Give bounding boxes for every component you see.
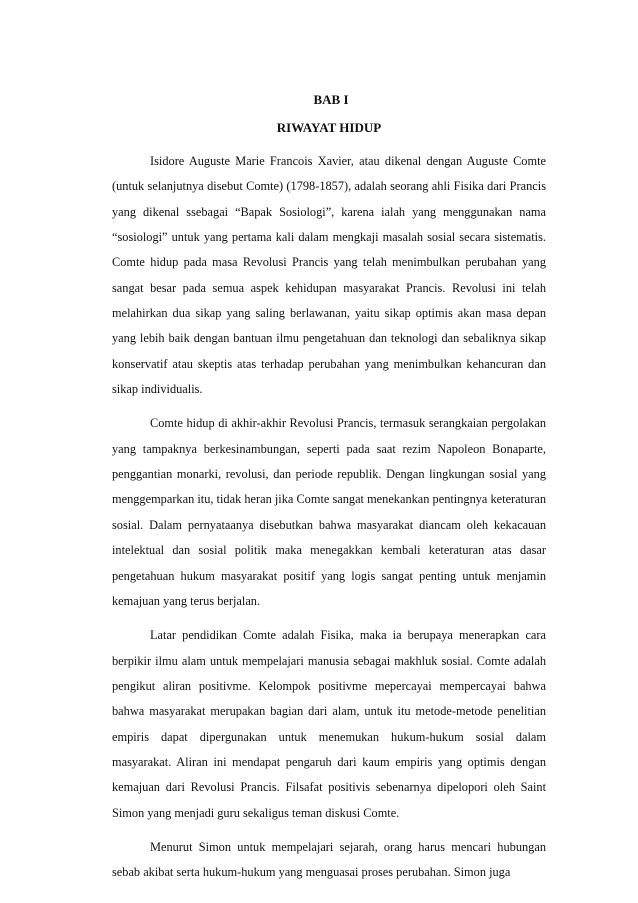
body-text: [112, 149, 546, 895]
paragraph: Isidore Auguste Marie Francois Xavier, atau dikenal dengan Auguste Comte (untuk selanjutnya disebut Comte) (1798-1857), adalah seorang ahli Fisika dari Prancis yang dikenal ssebagai “Bapak Sosiologi”, karena ialah yang menggunakan nama “sosiologi” untuk yang pertama kali dalam mengkaji masalah sosial secara sistematis. Comte hidup pada masa Revolusi Prancis yang telah menimbulkan perubahan yang sangat besar pada semua aspek kehidupan masyarakat Prancis. Revolusi ini telah melahirkan dua sikap yang saling berlawanan, yaitu sikap optimis akan masa depan yang lebih baik dengan bantuan ilmu pengetahuan dan teknologi dan sebaliknya sikap konservatif atau skeptis atas terhadap perubahan yang menimbulkan kehancuran dan sikap individualis.: [112, 154, 546, 397]
paragraph: Menurut Simon untuk mempelajari sejarah, orang harus mencari hubungan sebab akibat serta hukum-hukum yang menguasai proses perubahan. Simon juga: [112, 839, 546, 880]
chapter-title: RIWAYAT HIDUP: [276, 120, 382, 135]
chapter-heading: BAB I: [313, 92, 349, 107]
paragraph: Comte hidup di akhir-akhir Revolusi Prancis, termasuk serangkaian pergolakan yang tampaknya berkesinambungan, seperti pada saat rezim Napoleon Bonaparte, penggantian monarki, revolusi, dan periode republik. Dengan lingkungan sosial yang menggemparkan itu, tidak heran jika Comte sangat menekankan pentingnya keteraturan sosial. Dalam pernyataanya disebutkan bahwa masyarakat diancam oleh kekacauan intelektual dan sosial politik maka menegakkan kembali keteraturan atas dasar pengetahuan hukum masyarakat positif yang logis sangat penting untuk menjamin kemajuan yang terus berjalan.: [112, 416, 546, 608]
paragraph: Latar pendidikan Comte adalah Fisika, maka ia berupaya menerapkan cara berpikir ilmu alam untuk mempelajari manusia sebagai makhluk sosial. Comte adalah pengikut aliran positivme. Kelompok positivme mepercayai mempercayai bahwa bahwa masyarakat merupakan bagian dari alam, untuk itu metode-metode penelitian empiris dapat dipergunakan untuk menemukan hukum-hukum sosial dalam masyarakat. Aliran ini mendapat pengaruh dari kaum empiris yang optimis dengan kemajuan dari Revolusi Prancis. Filsafat positivis sebenarnya dipelopori oleh Saint Simon yang menjadi guru sekaligus teman diskusi Comte.: [112, 628, 546, 820]
